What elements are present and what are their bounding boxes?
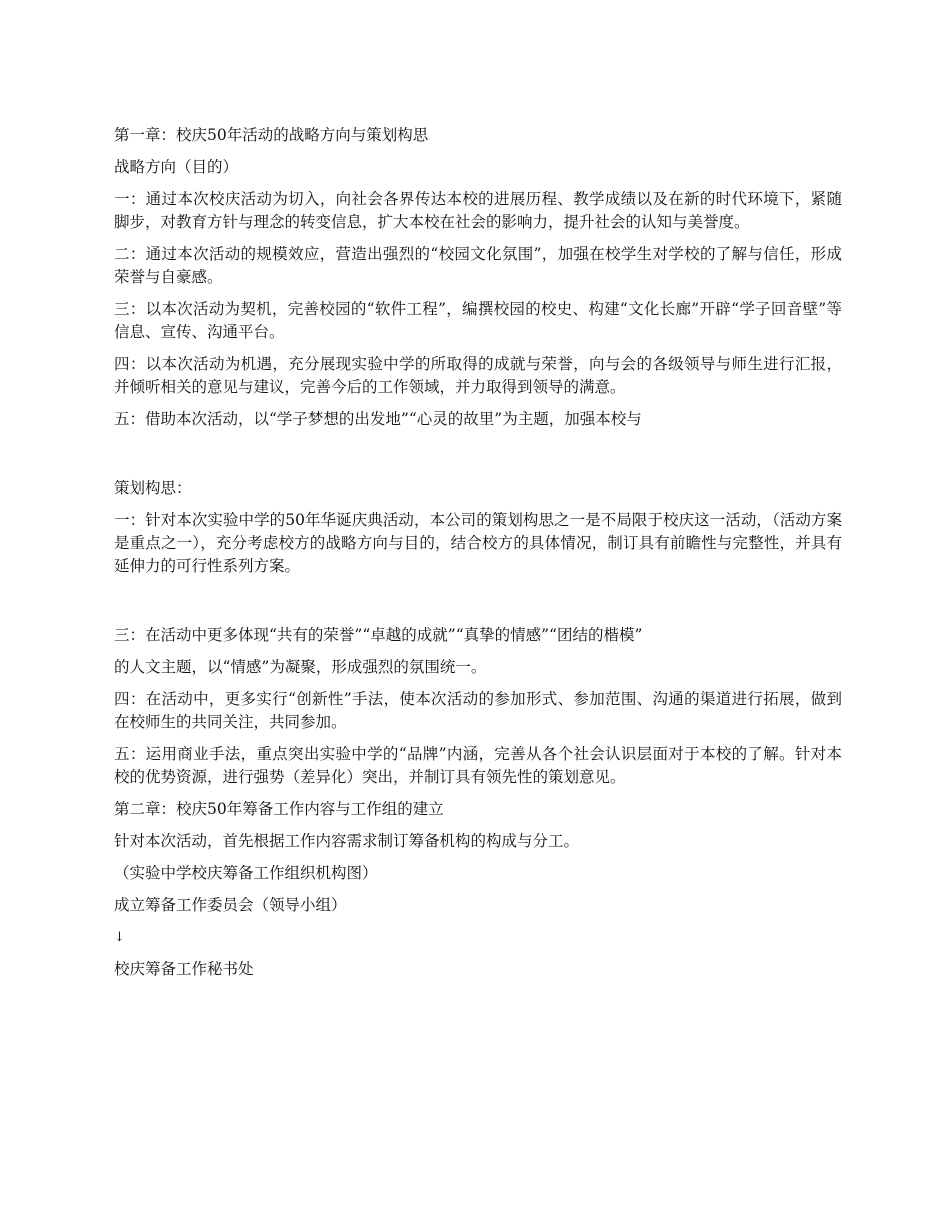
down-arrow-icon: ↓ [114, 930, 125, 945]
chapter2-title: 第二章：校庆50年筹备工作内容与工作组的建立 [114, 800, 444, 818]
strategy-item-3: 三：以本次活动为契机，完善校园的“软件工程”，编撰校园的校史、构建“文化长廊”开辟“学子回音壁”等信息、宣传、沟通平台。 [114, 300, 842, 341]
strategy-heading: 战略方向（目的） [114, 158, 239, 176]
planning-item-5: 五：运用商业手法，重点突出实验中学的“品牌”内涵，完善从各个社会认识层面对于本校的了解。针对本校的优势资源，进行强势（差异化）突出，并制订具有领先性的策划意见。 [114, 745, 842, 786]
document-page [114, 124, 842, 990]
chapter1-title: 第一章：校庆50年活动的战略方向与策划构思 [114, 126, 429, 144]
org-chart-caption: （实验中学校庆筹备工作组织机构图） [114, 864, 378, 882]
strategy-item-1: 一：通过本次校庆活动为切入，向社会各界传达本校的进展历程、教学成绩以及在新的时代环境下，紧随脚步，对教育方针与理念的转变信息，扩大本校在社会的影响力，提升社会的认知与美誉度。 [114, 190, 842, 231]
planning-item-3-cont: 的人文主题，以“情感”为凝聚，形成强烈的氛围统一。 [114, 658, 487, 676]
org-level-2: 校庆筹备工作秘书处 [114, 960, 254, 978]
planning-item-4: 四：在活动中，更多实行“创新性”手法，使本次活动的参加形式、参加范围、沟通的渠道进行拓展，做到在校师生的共同关注，共同参加。 [114, 690, 842, 731]
blank-spacer [114, 587, 842, 624]
planning-heading: 策划构思： [114, 479, 192, 497]
strategy-item-5: 五：借助本次活动，以“学子梦想的出发地”“心灵的故里”为主题，加强本校与 [114, 410, 642, 428]
planning-item-1: 一：针对本次实验中学的50年华诞庆典活动，本公司的策划构思之一是不局限于校庆这一活动，（活动方案是重点之一），充分考虑校方的战略方向与目的，结合校方的具体情况，制订具有前瞻性与完整性，并具有延伸力的可行性系列方案。 [114, 511, 842, 575]
planning-item-3: 三：在活动中更多体现“共有的荣誉”“卓越的成就”“真挚的情感”“团结的楷模” [114, 626, 643, 644]
chapter2-intro: 针对本次活动，首先根据工作内容需求制订筹备机构的构成与分工。 [114, 832, 580, 850]
strategy-item-2: 二：通过本次活动的规模效应，营造出强烈的“校园文化氛围”，加强在校学生对学校的了解与信任，形成荣誉与自豪感。 [114, 245, 842, 286]
blank-spacer [114, 440, 842, 477]
org-level-1: 成立筹备工作委员会（领导小组） [114, 896, 347, 914]
strategy-item-4: 四：以本次活动为机遇，充分展现实验中学的所取得的成就与荣誉，向与会的各级领导与师生进行汇报，并倾听相关的意见与建议，完善今后的工作领域，并力取得到领导的满意。 [114, 355, 842, 396]
